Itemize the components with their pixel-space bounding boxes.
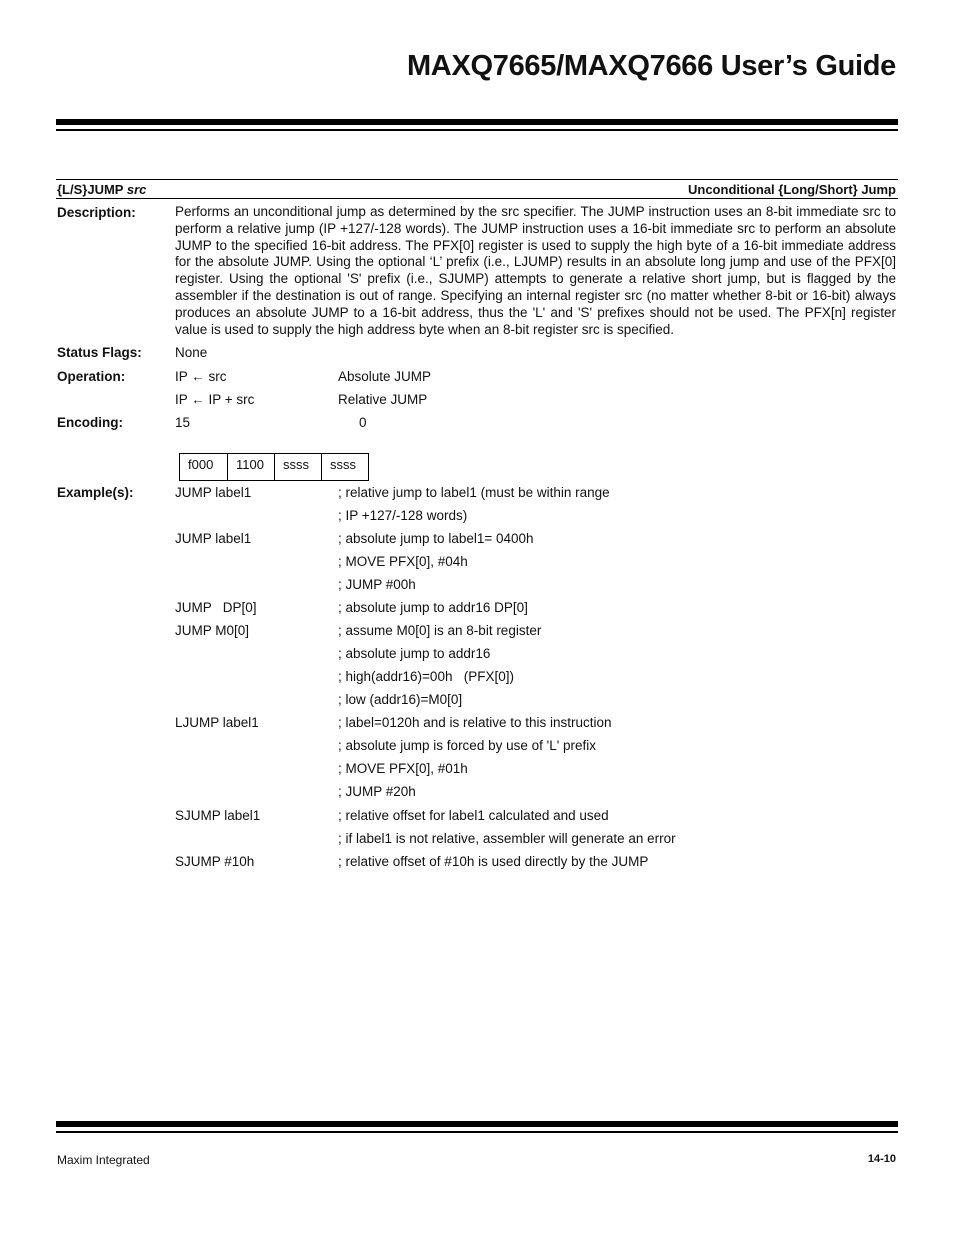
description-text: Performs an unconditional jump as determined by the src specifier. The JUMP instruction uses an 8-bit immediate src to perform a relative jump (IP +127/-128 words). The JUMP instruction uses a 16-bit immediate src to perform an absolute JUMP to the specified 16-bit address. The PFX[0] register is used to supply the high byte of a 16-bit immediate address for the absolute JUMP. Using the optional ‘L’ prefix (i.e., LJUMP) results in an absolute long jump and use of the PFX[0] register. Using the optional 'S' prefix (i.e., SJUMP) attempts to generate a relative short jump, but is flagged by the assembler if the destination is out of range. Specifying an internal register src (no matter whether 8-bit or 16-bit) always produces an absolute JUMP to a 16-bit address, thus the 'L' and 'S' prefixes should not be used. The PFX[n] register value is used to supply the high address byte when an 8-bit register src is specified. <box>175 204 896 337</box>
instruction-mnemonic: {L/S}JUMP <box>57 182 124 197</box>
example-code: SJUMP #10h <box>175 854 255 869</box>
example-comment: ; absolute jump is forced by use of 'L' prefix <box>338 738 597 753</box>
operation-expr: IP ← src <box>175 369 227 384</box>
instruction-operand: src <box>126 182 147 197</box>
example-comment: ; low (addr16)=M0[0] <box>338 692 463 707</box>
section-top-rule <box>56 179 898 180</box>
example-comment: ; high(addr16)=00h (PFX[0]) <box>338 669 514 684</box>
operation-note: Relative JUMP <box>338 392 428 407</box>
header-rule-thin <box>56 129 898 131</box>
example-code: JUMP label1 <box>175 485 252 500</box>
page-number: 14-10 <box>867 1153 896 1165</box>
example-comment: ; MOVE PFX[0], #04h <box>338 554 468 569</box>
example-comment: ; JUMP #20h <box>338 784 416 799</box>
encoding-field: ssss <box>275 454 322 480</box>
example-comment: ; relative offset for label1 calculated and used <box>338 808 609 823</box>
example-comment: ; IP +127/-128 words) <box>338 508 468 523</box>
encoding-field: 1100 <box>228 454 275 480</box>
encoding-lsb: 0 <box>359 415 367 430</box>
operation-note: Absolute JUMP <box>338 369 432 384</box>
example-comment: ; label=0120h and is relative to this instruction <box>338 715 612 730</box>
example-code: JUMP label1 <box>175 531 252 546</box>
example-comment: ; relative offset of #10h is used directly by the JUMP <box>338 854 649 869</box>
document-title: MAXQ7665/MAXQ7666 User’s Guide <box>406 50 896 82</box>
example-comment: ; absolute jump to label1= 0400h <box>338 531 534 546</box>
header-rule-thick <box>56 119 898 125</box>
example-code: SJUMP label1 <box>175 808 261 823</box>
section-heading-rule <box>56 198 898 199</box>
instruction-heading <box>57 182 146 197</box>
encoding-msb: 15 <box>175 415 191 430</box>
example-comment: ; absolute jump to addr16 DP[0] <box>338 600 528 615</box>
encoding-label: Encoding: <box>57 415 123 430</box>
example-comment: ; absolute jump to addr16 <box>338 646 491 661</box>
status-flags-value: None <box>175 345 208 360</box>
examples-label: Example(s): <box>57 485 134 500</box>
example-comment: ; MOVE PFX[0], #01h <box>338 761 468 776</box>
description-label: Description: <box>57 205 136 220</box>
operation-expr: IP ← IP + src <box>175 392 255 407</box>
footer-rule-thick <box>56 1121 898 1127</box>
example-code: LJUMP label1 <box>175 715 259 730</box>
example-comment: ; assume M0[0] is an 8-bit register <box>338 623 542 638</box>
encoding-table <box>179 453 369 481</box>
footer-rule-thin <box>56 1131 898 1133</box>
example-code: JUMP M0[0] <box>175 623 250 638</box>
encoding-field: ssss <box>330 457 356 472</box>
instruction-summary: Unconditional {Long/Short} Jump <box>688 182 896 197</box>
encoding-field: f000 <box>180 454 228 480</box>
operation-label: Operation: <box>57 369 126 384</box>
footer-company: Maxim Integrated <box>57 1153 150 1167</box>
example-code: JUMP DP[0] <box>175 600 257 615</box>
example-comment: ; relative jump to label1 (must be within range <box>338 485 610 500</box>
status-flags-label: Status Flags: <box>57 345 142 360</box>
example-comment: ; JUMP #00h <box>338 577 416 592</box>
example-comment: ; if label1 is not relative, assembler will generate an error <box>338 831 676 846</box>
